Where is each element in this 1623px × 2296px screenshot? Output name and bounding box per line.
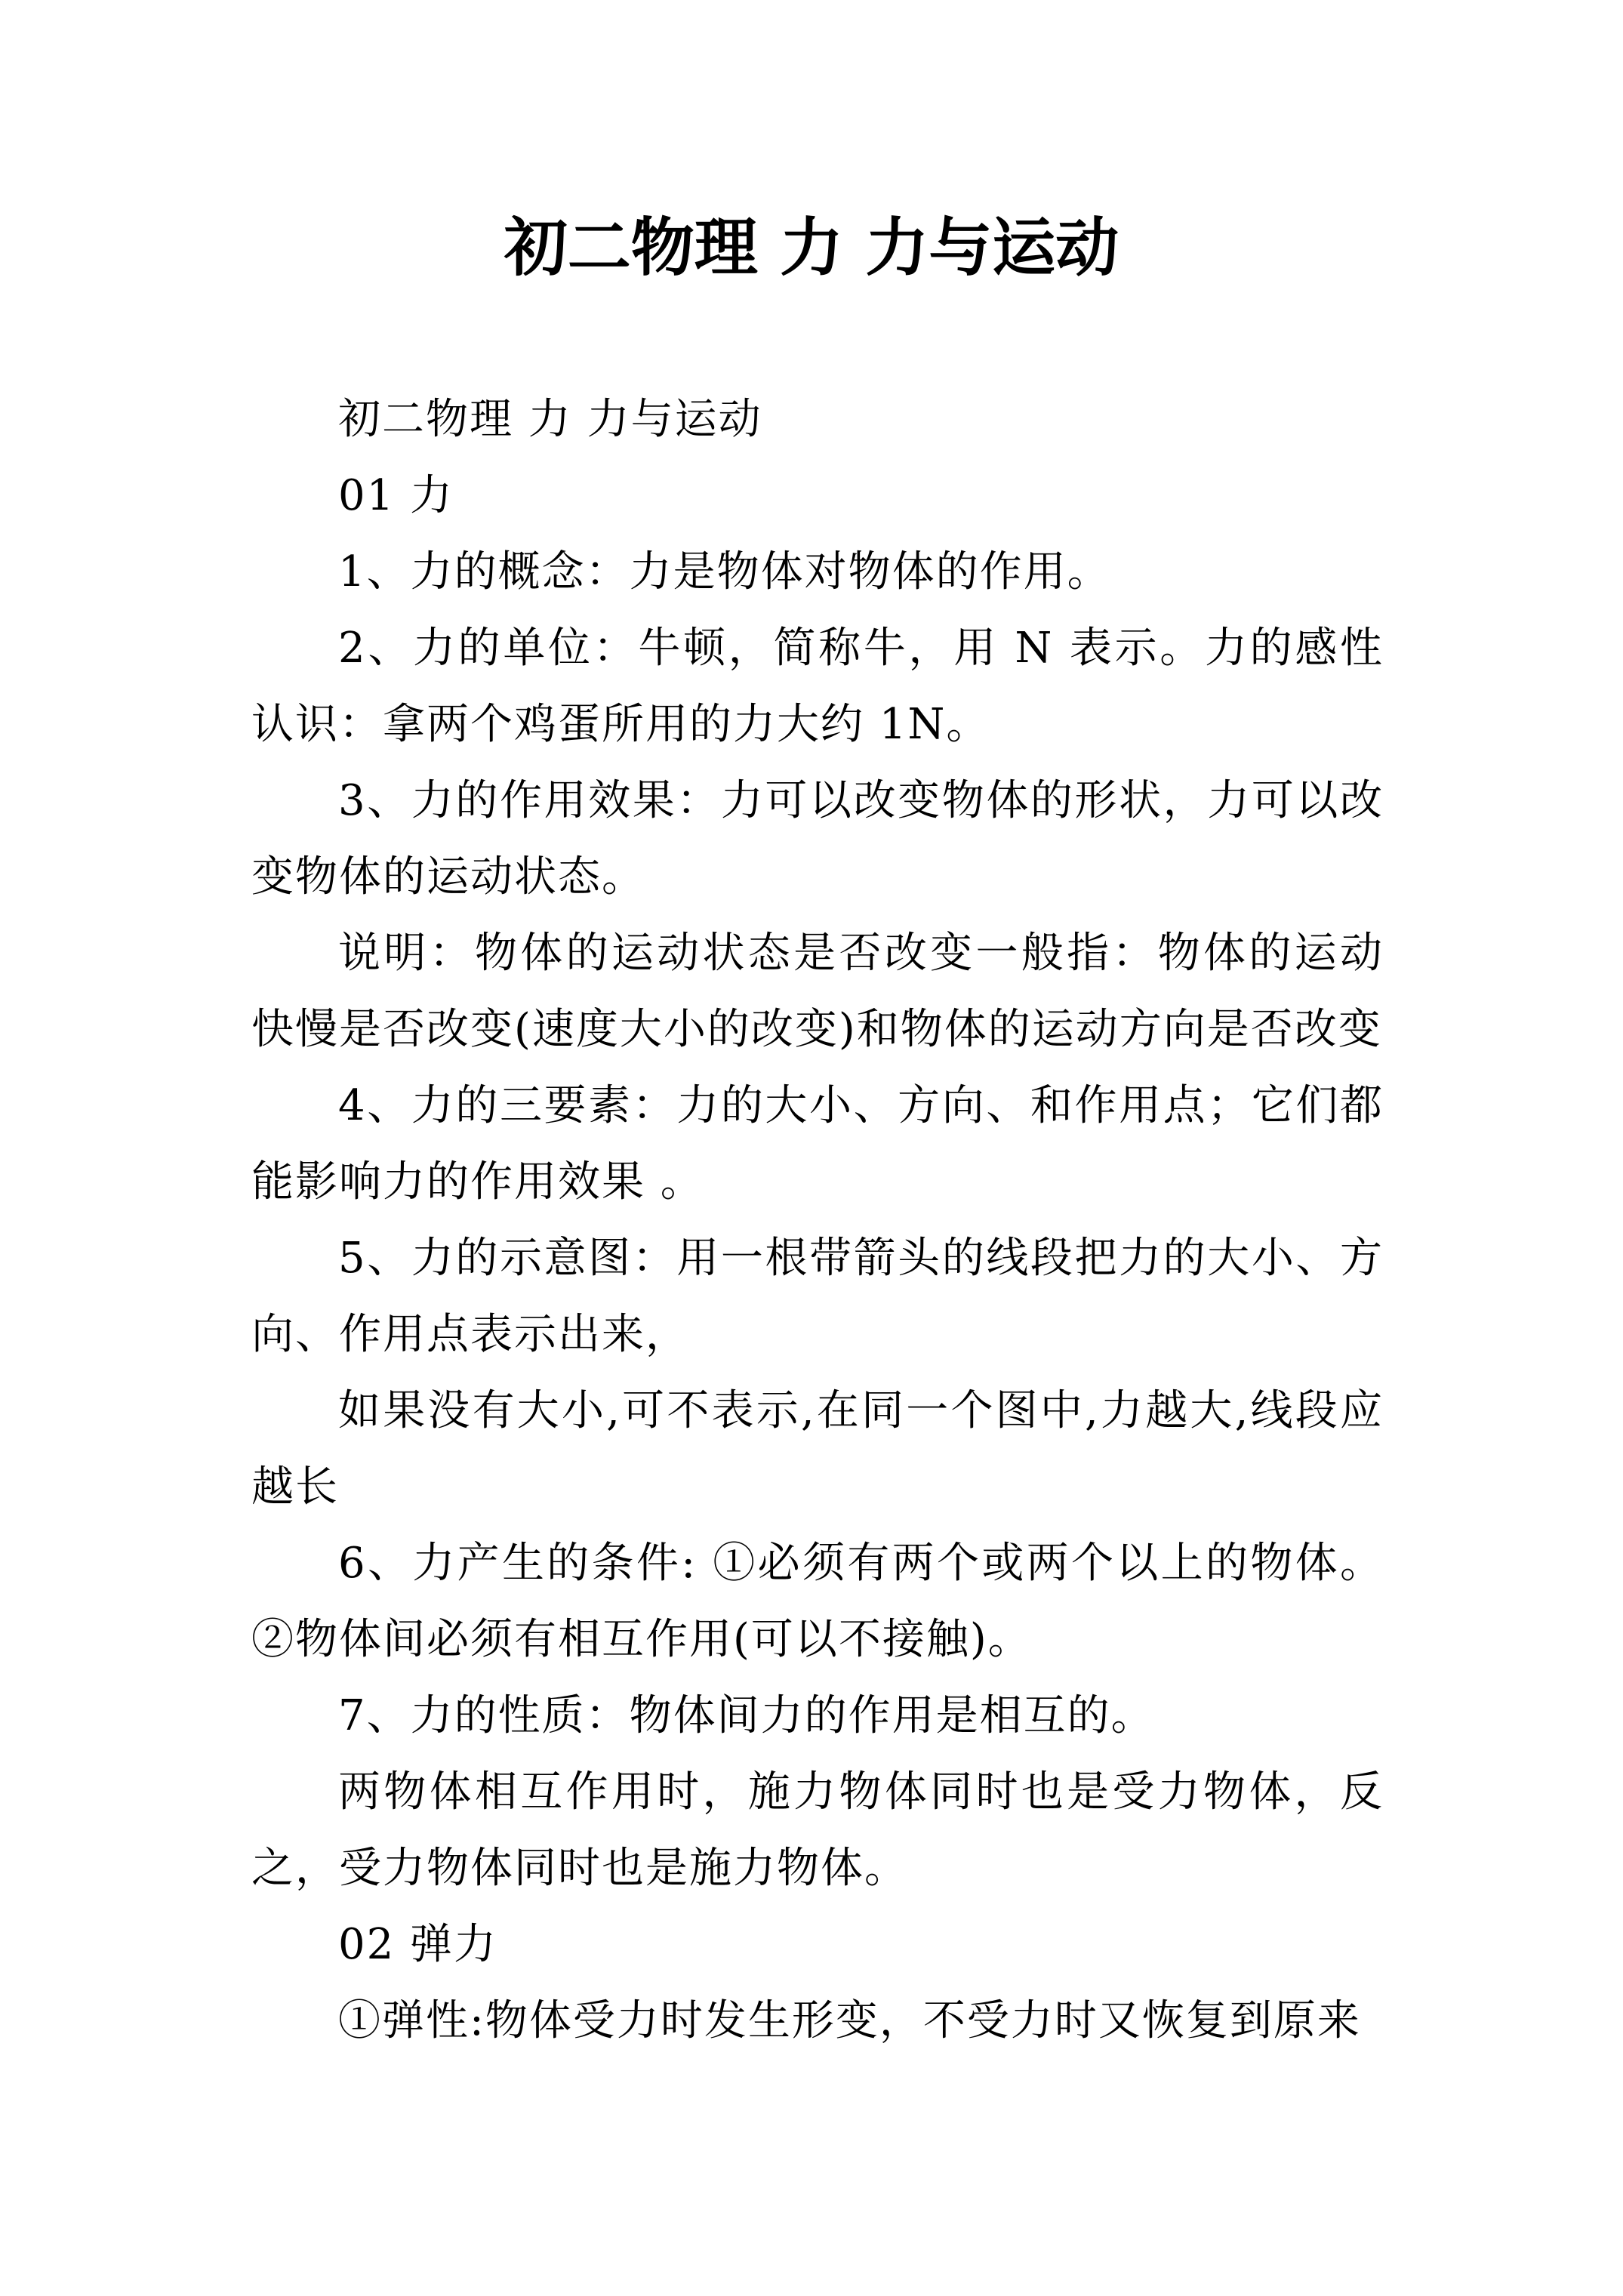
paragraph-item-3: 3、力的作用效果：力可以改变物体的形状，力可以改变物体的运动状态。 [251,776,1384,901]
paragraph-item-1: 1、力的概念：力是物体对物体的作用。 [338,547,1111,596]
document-title: 初二物理 力 力与运动 [504,210,1119,285]
paragraph-heading: 初二物理 力 力与运动 [338,395,762,444]
paragraph-elasticity: ①弹性:物体受力时发生形变，不受力时又恢复到原来 [338,1996,1361,2045]
paragraph-note: 说明：物体的运动状态是否改变一般指：物体的运动快慢是否改变(速度大小的改变)和物体的运动方向是否改变 [251,929,1384,1054]
paragraph-section-02: 02 弹力 [338,1920,498,1969]
paragraph-item-6: 6、力产生的条件: ①必须有两个或两个以上的物体。②物体间必须有相互作用(可以不接触)。 [251,1539,1384,1664]
paragraph-section-01: 01 力 [338,471,454,520]
paragraph-item-7-note: 两物体相互作用时，施力物体同时也是受力物体，反之，受力物体同时也是施力物体。 [251,1767,1384,1893]
paragraph-item-5: 5、力的示意图：用一根带箭头的线段把力的大小、方向、作用点表示出来， [251,1234,1384,1359]
paragraph-item-2: 2、力的单位：牛顿，简称牛，用 N 表示。力的感性认识：拿两个鸡蛋所用的力大约 1N。 [251,624,1384,749]
paragraph-item-5-note: 如果没有大小,可不表示,在同一个图中,力越大,线段应越长 [251,1386,1384,1512]
paragraph-item-4: 4、力的三要素：力的大小、方向、和作用点；它们都能影响力的作用效果 。 [251,1081,1384,1207]
paragraph-item-7: 7、力的性质：物体间力的作用是相互的。 [338,1691,1155,1740]
document-body [251,381,1384,2059]
